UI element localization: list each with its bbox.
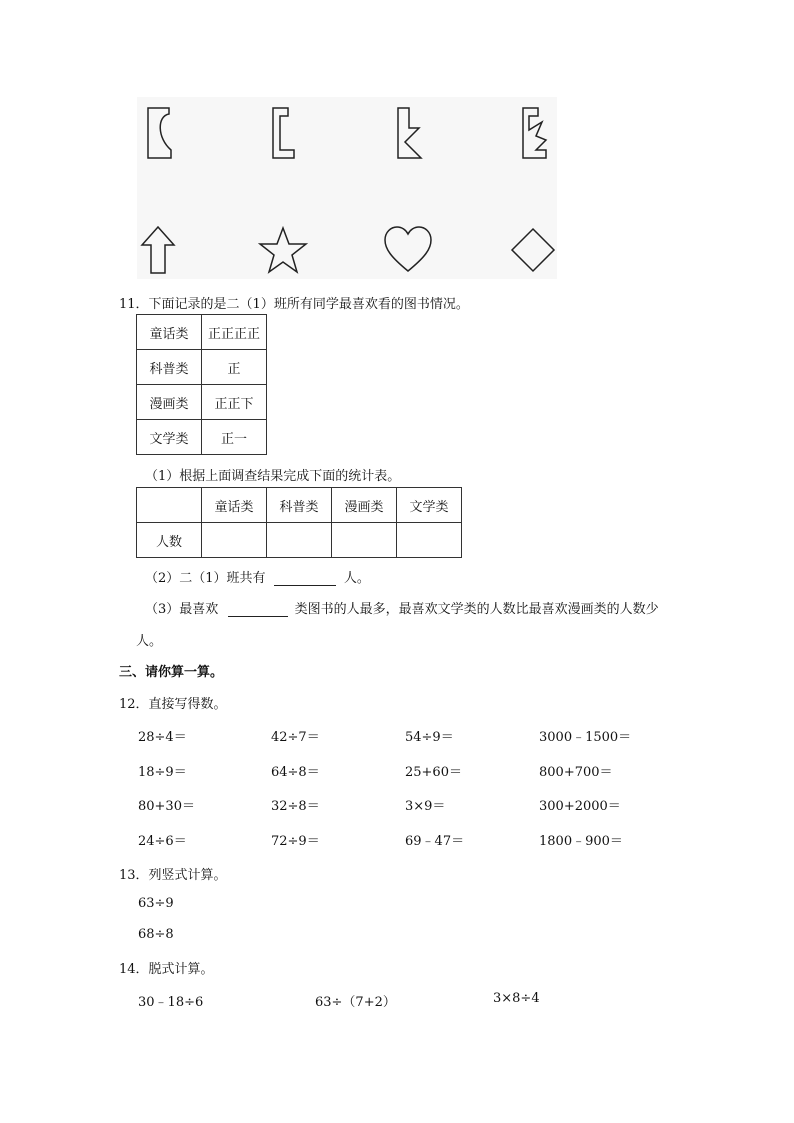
tally-category: 文学类	[137, 420, 202, 455]
calc-item: 3×9＝	[405, 799, 446, 814]
answer-cell[interactable]	[332, 523, 397, 558]
header-cell: 漫画类	[332, 488, 397, 523]
calc-item: 63÷9	[138, 896, 174, 911]
header-cell: 科普类	[267, 488, 332, 523]
calc-item: 63÷（7+2）	[315, 995, 396, 1010]
tally-marks: 正正下	[202, 385, 267, 420]
calc-item: 24÷6＝	[138, 834, 187, 849]
table-row	[137, 523, 462, 558]
calc-item: 1800﹣900＝	[539, 834, 623, 849]
row-label: 人数	[137, 523, 202, 558]
question-13-title: 13．列竖式计算。	[119, 868, 227, 883]
tally-marks: 正	[202, 350, 267, 385]
tally-record-table	[136, 314, 267, 455]
calc-item: 18÷9＝	[138, 765, 187, 780]
calc-item: 300+2000＝	[539, 799, 621, 814]
question-11-sub1: （1）根据上面调查结果完成下面的统计表。	[145, 469, 401, 484]
calc-item: 80+30＝	[138, 799, 195, 814]
half-letter-e-icon	[270, 106, 300, 162]
calc-item: 42÷7＝	[271, 730, 320, 745]
calc-item: 30﹣18÷6	[138, 995, 204, 1010]
question-11-sub3	[145, 598, 659, 617]
arrow-up-icon	[140, 225, 176, 275]
question-12-title: 12．直接写得数。	[119, 697, 227, 712]
sub3-suffix: 类图书的人最多，最喜欢文学类的人数比最喜欢漫画类的人数少	[294, 602, 659, 617]
answer-blank[interactable]	[274, 572, 336, 586]
question-14-title: 14．脱式计算。	[119, 962, 214, 977]
calc-item: 54÷9＝	[405, 730, 454, 745]
header-cell: 童话类	[202, 488, 267, 523]
tally-category: 漫画类	[137, 385, 202, 420]
calc-item: 25+60＝	[405, 765, 462, 780]
question-11-sub2	[145, 567, 370, 586]
table-row	[137, 420, 267, 455]
sub2-prefix: （2）二（1）班共有	[145, 571, 266, 586]
answer-blank[interactable]	[228, 603, 288, 617]
table-row	[137, 385, 267, 420]
sub2-suffix: 人。	[343, 571, 370, 586]
calc-item: 800+700＝	[539, 765, 613, 780]
header-cell	[137, 488, 202, 523]
calc-item: 3×8÷4	[493, 991, 540, 1006]
calc-item: 72÷9＝	[271, 834, 320, 849]
answer-cell[interactable]	[202, 523, 267, 558]
calc-item: 68÷8	[138, 927, 174, 942]
half-letter-s-icon	[145, 106, 175, 162]
section-heading: 三、请你算一算。	[119, 665, 224, 680]
symmetry-figure-panel	[137, 97, 557, 279]
tally-category: 科普类	[137, 350, 202, 385]
tally-marks: 正正正正	[202, 315, 267, 350]
star-icon	[258, 226, 308, 274]
half-letter-k-icon	[395, 106, 425, 162]
statistics-table	[136, 487, 462, 558]
header-cell: 文学类	[397, 488, 462, 523]
calc-item: 64÷8＝	[271, 765, 320, 780]
table-row	[137, 350, 267, 385]
heart-icon	[383, 225, 433, 275]
question-11-title: 11．下面记录的是二（1）班所有同学最喜欢看的图书情况。	[119, 297, 469, 312]
calc-item: 3000﹣1500＝	[539, 730, 632, 745]
answer-cell[interactable]	[397, 523, 462, 558]
sub3-prefix: （3）最喜欢	[145, 602, 219, 617]
diamond-icon	[510, 227, 556, 273]
table-row	[137, 315, 267, 350]
question-11-sub3-end: 人。	[136, 634, 163, 649]
tally-category: 童话类	[137, 315, 202, 350]
table-header-row	[137, 488, 462, 523]
half-letter-e-zigzag-icon	[520, 106, 550, 162]
tally-marks: 正一	[202, 420, 267, 455]
answer-cell[interactable]	[267, 523, 332, 558]
calc-item: 28÷4＝	[138, 730, 187, 745]
calc-item: 32÷8＝	[271, 799, 320, 814]
calc-item: 69﹣47＝	[405, 834, 465, 849]
